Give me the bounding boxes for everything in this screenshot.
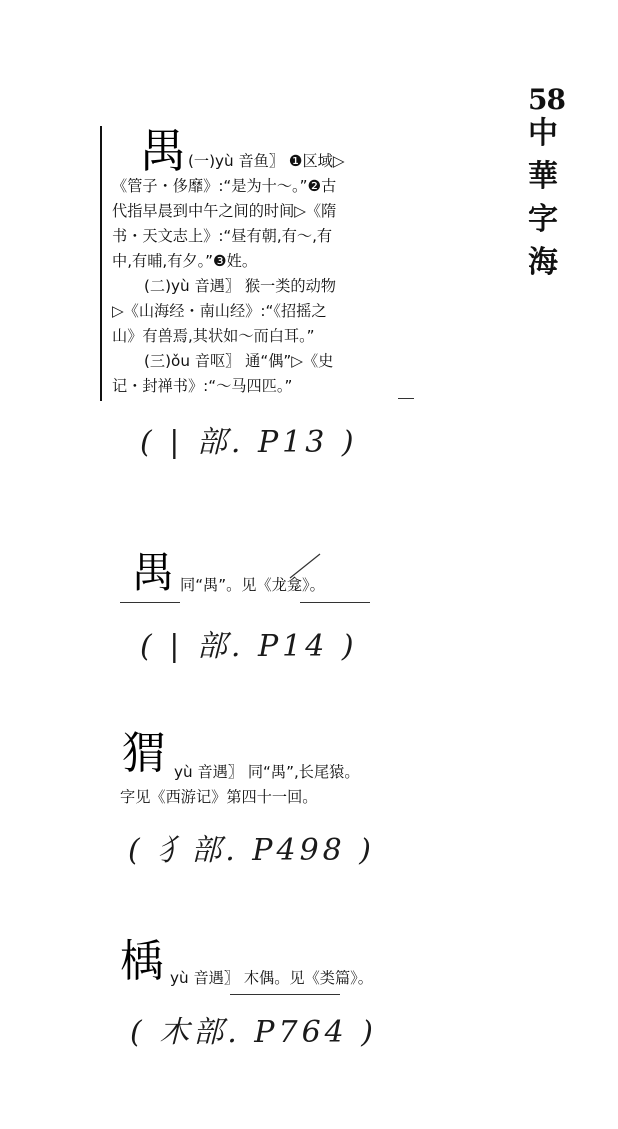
underline-mark: [120, 602, 180, 603]
handwritten-radical-page-note: ( | 部. P13 ): [140, 425, 358, 460]
definition-line: 《管子・侈靡》:“是为十～。”❷古: [112, 177, 337, 195]
underline-mark: [398, 398, 414, 399]
entry-definition-block: [112, 149, 422, 399]
page-number: 58: [528, 83, 565, 116]
book-title-char: 字: [528, 202, 558, 237]
book-title-char: 海: [528, 245, 558, 280]
underline-mark: [300, 602, 370, 603]
definition-line: ▷《山海经・南山经》:“《招摇之: [112, 302, 327, 320]
pen-mark: [286, 548, 326, 582]
entry-head-character: 猬: [122, 728, 166, 779]
entry-definition-block: [120, 785, 380, 810]
definition-line: 山》有兽焉,其状如～而白耳。”: [112, 327, 315, 345]
definition-line: 字见《西游记》第四十一回。: [120, 788, 318, 806]
entry-head-character: 楀: [120, 936, 164, 987]
definition-line: 同“禺”。见《龙龛》。: [180, 576, 325, 594]
definition-line: yù 音遇〗 同“禺”,长尾猿。: [174, 763, 360, 781]
handwritten-radical-page-note: ( 犭部. P498 ): [128, 833, 375, 868]
definition-line: 中,有晡,有夕。”❸姓。: [112, 252, 258, 270]
definition-line: 代指早晨到中午之间的时间▷《隋: [112, 202, 337, 220]
definition-line: (一)yù 音鱼〗 ❶区域▷: [188, 152, 345, 170]
book-title-char: 中: [528, 116, 558, 151]
definition-line: 书・天文志上》:“昼有朝,有～,有: [112, 227, 333, 245]
handwritten-radical-page-note: ( 木部. P764 ): [130, 1015, 377, 1050]
entry-head-character: 禺: [140, 124, 186, 178]
underline-mark: [230, 994, 340, 995]
entry-definition-block: [174, 760, 434, 785]
definition-line: (三)ǒu 音呕〗 通“偶”▷《史: [144, 352, 334, 370]
book-title: [519, 116, 567, 281]
definition-line: (二)yù 音遇〗 猴一类的动物: [144, 277, 336, 295]
entry-head-character: 禺: [132, 548, 175, 597]
entry-definition-block: [170, 966, 420, 991]
book-title-char: 華: [528, 159, 558, 194]
definition-line: 记・封禅书》:“～马四匹。”: [112, 377, 293, 395]
handwritten-radical-page-note: ( | 部. P14 ): [140, 629, 358, 664]
definition-line: yù 音遇〗 木偶。见《类篇》。: [170, 969, 373, 987]
